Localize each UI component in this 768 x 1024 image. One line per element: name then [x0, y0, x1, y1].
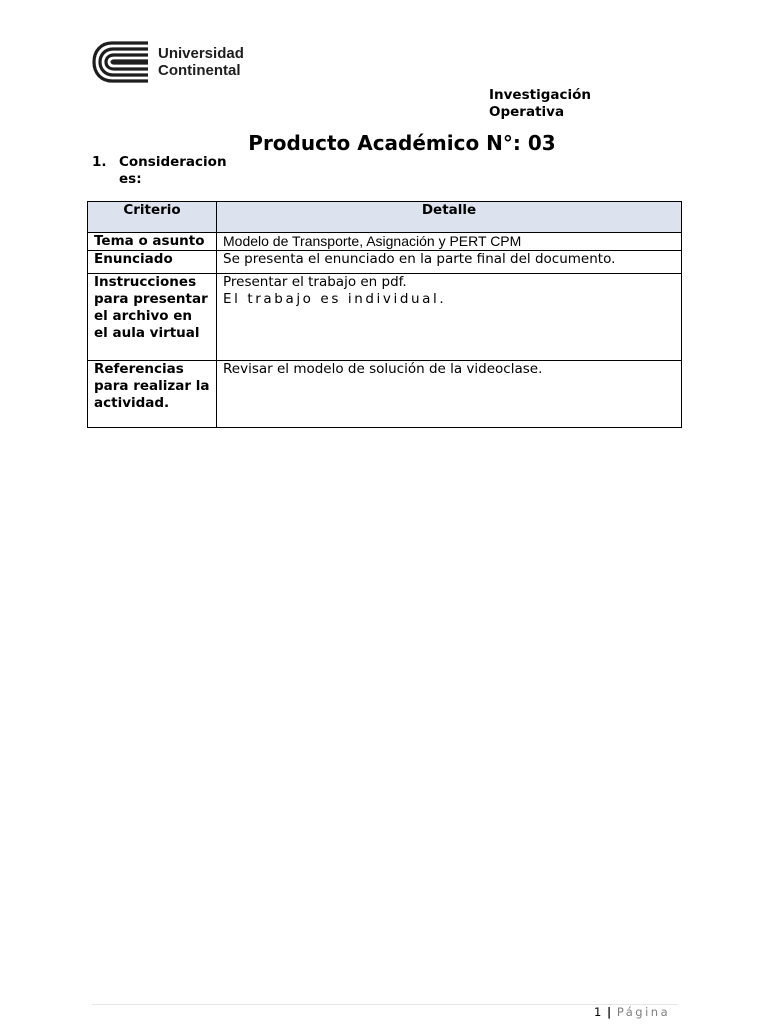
logo-wordmark: Universidad Continental: [158, 45, 244, 79]
row-detalle: Se presenta el enunciado en la parte final del documento.: [217, 251, 682, 274]
row-detalle: Modelo de Transporte, Asignación y PERT CPM: [217, 233, 682, 251]
row-detalle: [217, 274, 682, 361]
detail-line: Presentar el trabajo en pdf.: [223, 274, 407, 290]
row-criterio: Enunciado: [88, 251, 217, 274]
table-row: [88, 251, 682, 274]
header-detalle: Detalle: [217, 202, 682, 233]
row-criterio: Tema o asunto: [88, 233, 217, 251]
section-number: 1.: [92, 154, 107, 170]
page-number: 1: [594, 1005, 602, 1019]
document-title: Producto Académico N°: 03: [248, 131, 556, 155]
logo-icon: [92, 41, 152, 85]
row-detalle: Revisar el modelo de solución de la videoclase.: [217, 361, 682, 428]
table-row: [88, 274, 682, 361]
table-header-row: [88, 202, 682, 233]
university-logo: [92, 41, 262, 85]
table-row: [88, 233, 682, 251]
page-footer: [594, 1004, 670, 1020]
section-label: Consideraciones:: [119, 154, 227, 187]
row-criterio: Instrucciones para presentar el archivo en el aula virtual: [88, 274, 217, 361]
footer-separator: |: [606, 1005, 612, 1019]
table-row: [88, 361, 682, 428]
row-criterio: Referencias para realizar la actividad.: [88, 361, 217, 428]
considerations-table: [87, 201, 682, 428]
page-label: Página: [616, 1005, 671, 1019]
course-name: Investigación Operativa: [489, 87, 591, 120]
header-criterio: Criterio: [88, 202, 217, 233]
footer-divider: [92, 1004, 678, 1005]
detail-line: El trabajo es individual.: [223, 291, 447, 307]
